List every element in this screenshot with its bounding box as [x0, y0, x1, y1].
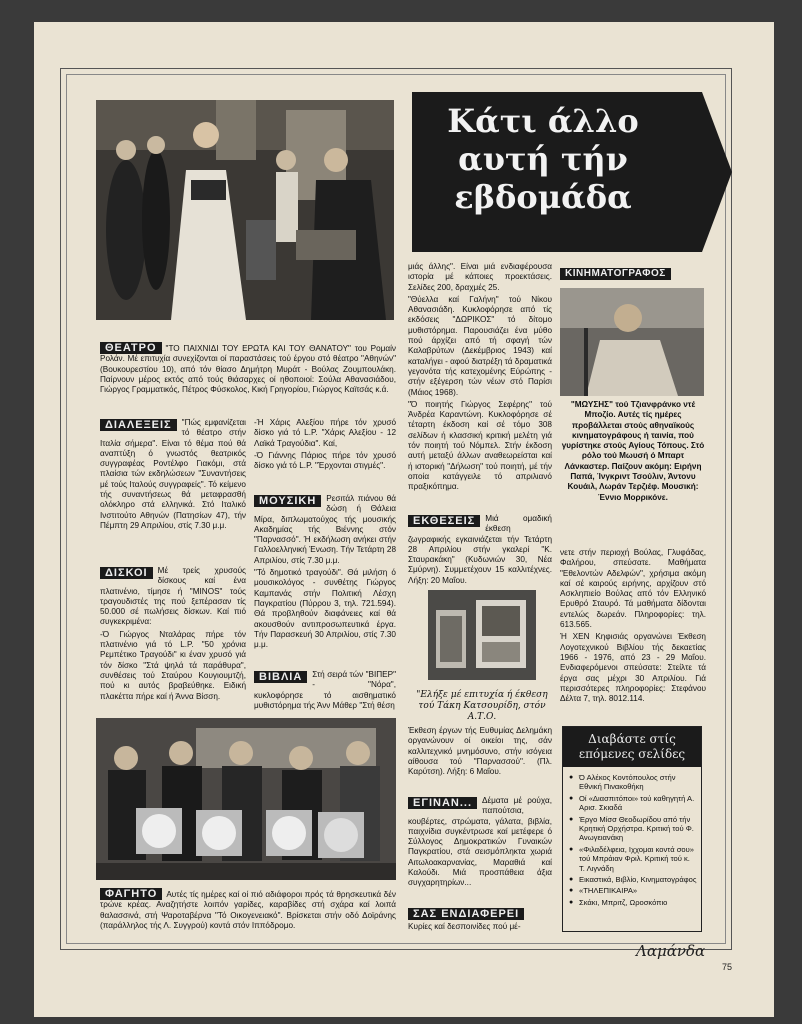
happened-heading: ΕΓΙΝΑΝ... [408, 797, 477, 809]
contents-item[interactable]: ● Έργο Μίσσ Θεοδωρίδου από τήν Κρητική Ορχήστρα. Κριτική τού Φ. Ανωγειανάκη [569, 815, 697, 843]
cinema-caption [560, 400, 706, 503]
books-section [254, 670, 396, 711]
food-heading: ΦΑΓΗΤΟ [100, 888, 162, 900]
delimaki-exhibition: Έκθεση έργων τής Ευθυμίας Δελημάκη οργανώνουν οί οικείοι της, σάν καλλιτεχνικό μνημόσυνο, στήν ισόγεια αίθουσα τού "Παρνασσού". (Πλ. Καρύτση). Λήξη: 6 Μαΐου. [408, 726, 552, 777]
interest-heading: ΣΑΣ ΕΝΔΙΑΦΕΡΕΙ [408, 908, 524, 920]
happened-text: Δέματα μέ ρούχα, παπούτσια, κουβέρτες, στρώματα, γάλατα, βιβλία, παιχνίδια συγκέντρωσε καί μετέφερε ό Σύλλογος Δημοκρατικών Γυναικών Παγκρατίου, στά σεισμόπληκτα χωριά Αιτωλοακαρνανίας, Μαραθιά καί Καλούδι. Μιά προσπάθεια άξια συγχαρητηρίων... [408, 796, 552, 888]
contents-box [562, 726, 702, 932]
cinema-section [560, 268, 706, 282]
contents-item[interactable]: ● Οί «Διασπιτόποι» τού καθηγητή Α. Αρισ. Σκιαδά [569, 794, 697, 813]
food-section [100, 888, 396, 931]
music-section [254, 494, 396, 652]
contents-item[interactable]: ● Ό Αλέκος Κοντόπουλος στήν Εθνική Πινακοθήκη [569, 773, 697, 792]
parios-text: -Ό Γιάννης Πάριος πήρε τόν χρυσό δίσκο γιά τό L.P. "Έρχονται στιγμές". [254, 450, 396, 471]
books-text: Στή σειρά τών "ΒΙΠΕΡ" - "Νόρα", κυκλοφόρησε τό αισθηματικό μυθιστόρημα τής Άνν Μάθερ "Στή θέση [254, 670, 396, 710]
interest-continued [560, 548, 706, 706]
records-award-photo [96, 718, 396, 880]
happened-section [408, 796, 552, 889]
contents-list [563, 767, 701, 907]
exhibitions-text-2 [408, 726, 552, 779]
records-heading: ΔΙΣΚΟΙ [100, 567, 153, 579]
banner-title: Κάτι άλλο αυτή τήν εβδομάδα [447, 102, 639, 216]
food-text: Αυτές τίς ημέρες καί οί πιό αδιάφοροι πρός τά θρησκευτικά δέν τρώνε κρέας. Αναζητήστε λοιπόν γαρίδες, καραβίδες στή σχάρα καί λοιπά θαλασσινά, στή Ψαροταβέρνα "Τό Οικογενειακό". Βρίσκεται στήν οδό Δοϊράνης (παράλληλος τής Λ. Συγγρού) κοντά στόν Ιππόδρομο. [100, 890, 396, 930]
records-continued [254, 418, 396, 473]
books-continued [408, 262, 552, 495]
lectures-text: "Πώς εμφανίζεται τό θέατρο στήν Ιταλία σήμερα". Είναι τό θέμα πού θά αναπτύξη ό γνωστός θεατρικός συγγραφέας Ροντέλφο Γιακόμι, στά πλαίσια τών εκδηλώσεων "Συναντήσεις μέ τούς Ιταλούς συγγραφείς". Τό κείμενο τής συναντήσεως θά μεταφρασθή ολόκληρο στά ελληνικά. Στό Ιταλικό Ινστιτούτο Αθηνών (Πατησίων 47), τήν Πέμπτη 29 Απριλίου, στίς 7.30 μ.μ. [100, 418, 246, 530]
red-cross-text: νετε στήν περιοχή Βούλας, Γλυφάδας, Φαλήρου, σπεύσατε. Μαθήματα "Εθελοντών Αδελφών", χρήσιμα ακόμη καί σέ καιρούς ειρήνης, αρχίζουν στό Ασκληπιείο Βούλας από τόν Ελληνικό Ερυθρό Σταυρό. Τά μαθήματα δίδονται εντελώς δωρεάν. Πληροφορίες: τηλ. 613.565. [560, 548, 706, 630]
records-text-1: Μέ τρείς χρυσούς δίσκους καί ένα πλατινένιο, τίμησε ή "MINOS" τούς τραγουδιστές της πού ξεπέρασαν τίς 50.000 σέ πωλήσεις δίσκων. Καί πιό συγκεκριμένα: [100, 566, 246, 627]
exhibitions-heading: ΕΚΘΕΣΕΙΣ [408, 515, 480, 527]
interest-text: Κυρίες καί δεσποινίδες πού μέ- [408, 922, 521, 932]
contents-title: Διαβάστε στίς επόμενες σελίδες [563, 727, 701, 767]
records-section [100, 566, 246, 704]
exhibition-photo [428, 590, 536, 680]
cinema-heading: ΚΙΝΗΜΑΤΟΓΡΑΦΟΣ [560, 268, 671, 280]
books-continued-1: μιάς άλλης". Είναι μιά ενδιαφέρουσα ιστορία μέ κάποιες προεκτάσεις. Σελίδες 200, δραχμές 25. [408, 262, 552, 292]
contents-item[interactable]: ● Σκάκι, Μπριτζ, Ωροσκόπιο [569, 898, 697, 907]
exhibitions-text-1: Μιά ομαδική έκθεση ζωγραφικής εγκαινιάζεται τήν Τετάρτη 28 Απριλίου στήν γκαλερί "Κ. Σταυρακάκη" (Κυδωνιών 30, Νέα Σμύρνη). Συμμετέχουν 15 καλλιτέχνες. Λήξη: 20 Μαΐου. [408, 514, 552, 585]
contents-item[interactable]: ● «Φιλαδέλφεια, Ιχχομαι κοντά σου» τού Μπράιαν Φριλ. Κριτική τού κ. Τ. Λιγνάδη [569, 845, 697, 873]
theatre-section [100, 342, 396, 395]
books-heading: ΒΙΒΛΙΑ [254, 671, 307, 683]
interest-section [408, 908, 552, 935]
books-continued-3: "Ό ποιητής Γιώργος Σεφέρης" τού Άνδρέα Καραντώνη. Κυκλοφόρησε σέ τέταρτη έκδοση καί σέ τόμο 308 σελίδων ή κλασσική κριτική μελέτη γιά τόν ποιητή τού Νόμπελ. Στήν έκδοση αυτή μεταξύ άλλων αναθεωρείσται καί ή ιστορική "Δήλωση" τού ποιητή, μέ τήν οποία κατάγγειλε τό απριλιανό πραξικόπημα. [408, 399, 552, 492]
lectures-heading: ΔΙΑΛΕΞΕΙΣ [100, 419, 177, 431]
contents-item[interactable]: ● «ΤΗΛΕΠΙΚΑΙΡΑ» [569, 886, 697, 895]
page-number: 75 [722, 962, 733, 972]
books-continued-2: "Θύελλα καί Γαλήνη" τού Νίκου Αθανασιάδη. Κυκλοφόρησε από τίς εκδόσεις "ΔΩΡΙΚΟΣ" τό δίτομο μυθιστόρημα. Παρουσιάζει ένα μύθο πού άρχίζει από τή σφαγή τών Καλαβρύτων (Δεκέμβριος 1943) καί καταλήγει - αφού διατρέξη τά δραματικά γεγονότα τής κατεχομένης Εύρώπης - στήν εξέγερση τών νέων στό Παρίσι (Μάιος 1968). [408, 294, 552, 397]
cinema-caption-text: "ΜΩΥΣΗΣ" τού Τζιανφράνκο ντέ Μποζίο. Αυτές τίς ημέρες προβάλλεται στούς αθηναϊκούς κινηματογράφους ή ταινία, πού γυρίστηκε στούς Αγίους Τόπους. Στό ρόλο τού Μωυσή ό Μπαρτ Λάνκαστερ. Παίζουν ακόμη: Ειρήνη Παπά, Ίνγκριντ Τσούλιν, Άντονυ Κουάιλ, Λωράν Τερζιέφ. Μουσική: Έννιο Μορρικόνε. [561, 400, 705, 502]
cinema-photo [560, 288, 704, 396]
records-text-2: -Ό Γιώργος Νταλάρας πήρε τόν πλατινένιο γιά τό L.P. "50 χρόνια Ρεμπέτικο Τραγούδι" κι έναν χρυσό γιά τόν δίσκο "Στά ψηλά τά παράθυρα", συνθέσεις τού Σταύρου Κουγιουμτζή, πού κι αυτός βραβεύθηκε. Ειδική πλακέττα πήρε καί ή Άννα Βίσση. [100, 629, 246, 701]
xen-text: Ή ΧΕΝ Κηφισιάς οργανώνει Έκθεση Λογοτεχνικού Βιβλίου τής δεκαετίας 1966 - 1976, από 23 - 29 Μαΐου. Ενδιαφερόμενοι σπεύσατε: Στείλτε τά έργα σας μέχρι 30 Απριλίου. Γιά περισσότερες πληροφορίες: Στεφάνου Δέλτα 7, τηλ. 8012.114. [560, 632, 706, 704]
contents-item[interactable]: ● Εικαστικά, Βιβλίο, Κινηματογράφος [569, 875, 697, 884]
alexiou-text: -Ή Χάρις Αλεξίου πήρε τόν χρυσό δίσκο γιά τό L.P. "Χάρις Αλεξίου - 12 Λαϊκά Τραγούδια". Καί, [254, 418, 396, 448]
exhibitions-section [408, 514, 552, 586]
music-text-2: "Τό δημοτικό τραγούδι". Θά μιλήση ό μουσικολόγος - συνθέτης Γιώργος Καμπανάς στήν Πολιτική Λέσχη Παγκρατίου (Πύρρου 3, τηλ. 721.594). Θά προβληθούν διαφάνειες καί θά ακουσθούν αντιπροσωπευτικά έργα. Τήν Παρασκευή 30 Απριλίου, στίς 7.30 μ.μ. [254, 568, 396, 650]
magazine-logo: Λαμάνδα [636, 942, 706, 960]
lectures-section [100, 418, 246, 531]
exhibition-caption: "Ελήξε μέ επιτυχία ή έκθεση τού Τάκη Κατσουρίδη, στόν Α.Τ.Ο. [416, 690, 548, 722]
theatre-heading: ΘΕΑΤΡΟ [100, 342, 162, 354]
music-heading: ΜΟΥΣΙΚΗ [254, 495, 321, 507]
theatre-text: "ΤΟ ΠΑΙΧΝΙΔΙ ΤΟΥ ΕΡΩΤΑ ΚΑΙ ΤΟΥ ΘΑΝΑΤΟΥ" του Ρομαίν Ρολάν. Μέ επιτυχία συνεχίζονται οί παραστάσεις τού έργου στό θέατρο "Αθηνών" (Βουκουρεστίου 10), από τόν θίασο Δημήτρη Μυράτ - Βούλας Ζουμπουλάκη. Παίρνουν μέρος εκτός από τούς θιάσαρχες οί ηθοποιοί: Σούλα Αθανασιάδου, Γιώργος Γραμματικός, Πέτρος Φύσκολος, Κική Γρηγορίου, Γιώργος Καϊτσάς κ.ά. [100, 344, 396, 395]
music-text-1: Ρεσιτάλ πιάνου θά δώση ή Θάλεια Μίρα, διπλωματούχος τής μουσικής Ακαδημίας τής Βιέννης στόν "Παρνασσό". Ή εκδήλωση ανήκει στήν Γαλλοελληνική Ένωση. Τήν Τετάρτη 28 Απριλίου, στίς 7.30 μ.μ. [254, 494, 396, 565]
banner-arrow [412, 92, 732, 252]
theatre-photo [96, 100, 394, 320]
